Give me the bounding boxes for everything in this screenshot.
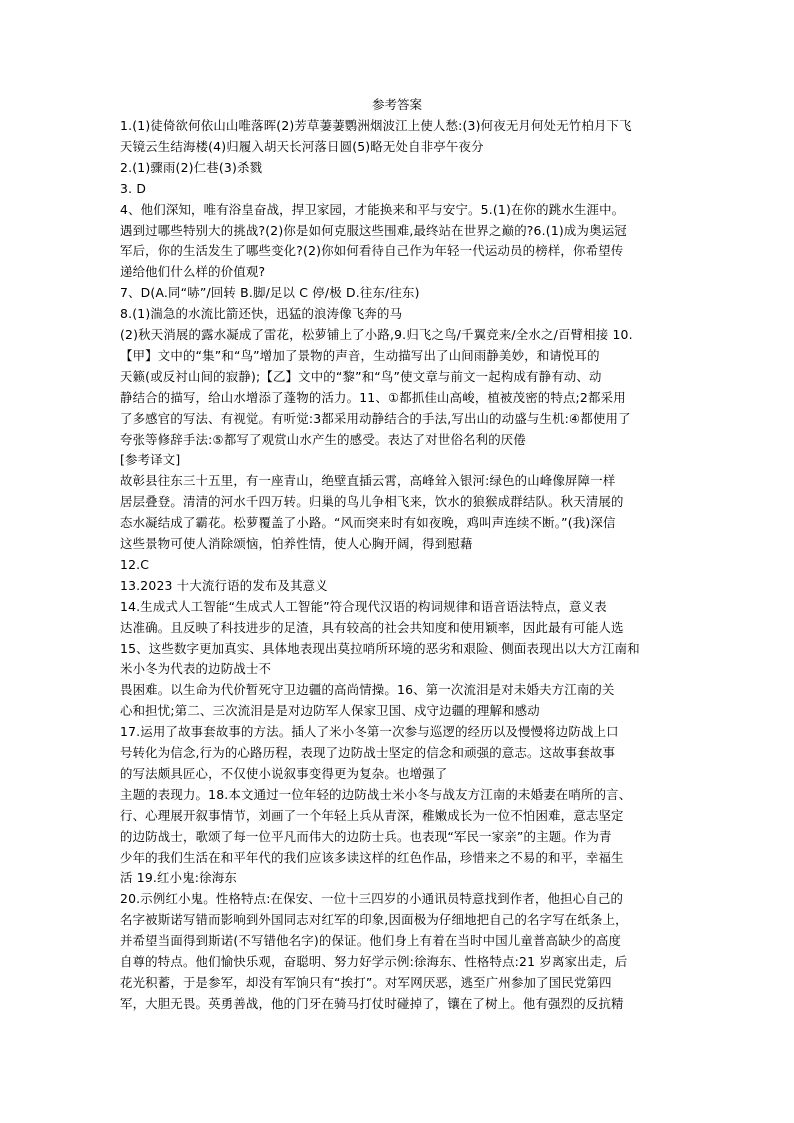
text-line: 态水凝结成了霸花。松萝覆盖了小路。“风而突来时有如夜晚，鸡叫声连续不断。”(我)深信 — [120, 515, 616, 531]
text-line: 并希望当面得到斯诺(不写错他名字)的保证。他们身上有着在当时中国儿童普高缺少的高度 — [120, 933, 622, 949]
text-line: 2.(1)骤雨(2)仁巷(3)杀戮 — [120, 159, 263, 175]
text-line: 1.(1)徒倚欲何依山山唯落晖(2)芳草萋萋鹦洲烟波江上使人愁:(3)何夜无月何处无竹柏月下飞 — [120, 118, 632, 133]
text-line: 自尊的特点。他们愉快乐观，奋聪明、努力好学示例:徐海东、性格特点:21 岁离家出走，后 — [120, 954, 628, 969]
text-line: 行、心理展开叙事情节，刘画了一个年轻上兵从青深，稚嫩成长为一位不怕困难，意志坚定 — [120, 807, 624, 823]
text-line: 这些景物可使人消除颂恼，怕养性情，使人心胸开阔，得到慰藉 — [120, 536, 473, 551]
text-line: 的写法颇具匠心，不仅使小说叙事变得更为复杂。也增强了 — [120, 765, 448, 781]
text-line: 20.示例红小鬼。性格特点:在保安、一位十三四岁的小通讯员特意找到作者，他担心自己的 — [120, 891, 624, 907]
text-line: 居层叠登。清清的河水千四万转。归巢的鸟儿争相飞来，饮水的狼猴成群结队。秋天清展的 — [120, 494, 624, 510]
text-line: 【甲】文中的“集”和“鸟”增加了景物的声音，生动描写出了山间雨静美妙，和请悦耳的 — [120, 347, 600, 363]
text-line: 17.运用了故事套故事的方法。插人了米小冬第一次参与巡逻的经历以及慢慢将边防战上口 — [120, 724, 619, 740]
text-line: (2)秋天消展的露水凝成了雷花，松萝铺上了小路,9.归飞之鸟/千翼竞来/全水之/百臂相接 10. — [120, 327, 633, 342]
text-line: 4、他们深知，唯有浴皇奋战，捍卫家园，才能换来和平与安宁。5.(1)在你的跳水生涯中。 — [120, 201, 625, 217]
text-line: 8.(1)湍急的水流比箭还快，迅猛的浪涛像飞奔的马 — [120, 306, 403, 322]
text-line: 15、这些数字更加真实、具体地表现出莫拉哨所环境的恶劣和艰险、侧面表现出以大方江南和 — [120, 640, 640, 656]
text-line: 13.2023 十大流行语的发布及其意义 — [120, 577, 328, 593]
text-line: 了多感官的写法、有视觉。有听觉:3都采用动静结合的手法,写出山的动盛与生机:④都使用了 — [120, 410, 631, 426]
text-line: 14.生成式人工智能“生成式人工智能”符合现代汉语的构词规律和语音语法特点，意义表 — [120, 598, 607, 614]
text-line: 的边防战士，歌颂了每一位平凡而伟大的边防士兵。也表现“军民一家亲”的主题。作为青 — [120, 828, 612, 844]
text-line: 号转化为信念,行为的心路历程，表现了边防战士坚定的信念和顽强的意志。这故事套故事 — [120, 745, 616, 760]
text-line: 达准确。且反映了科技进步的足渣，具有较高的社会共知度和使用颖率，因此最有可能人选 — [120, 619, 624, 635]
text-line: 心和担忧;第二、三次流泪是是对边防军人保家卫国、戍守边疆的理解和感动 — [120, 703, 540, 719]
text-line: 活 19.红小鬼:徐海东 — [120, 870, 237, 886]
text-line: 军，大胆无畏。英勇善战，他的门牙在骑马打仗时碰掉了，镶在了树上。他有强烈的反抗精 — [120, 995, 624, 1011]
text-line: 递给他们什么样的价值观? — [120, 264, 266, 280]
text-line: 故彰县往东三十五里，有一座青山，绝壁直插云霄，高峰耸入银河:绿色的山峰像屏障一样 — [120, 473, 616, 489]
text-line: 夸张等修辞手法:⑤都写了观赏山水产生的感受。表达了对世俗名利的厌倦 — [120, 431, 526, 447]
text-line: 少年的我们生活在和平年代的我们应该多读这样的红色作品，珍惜来之不易的和平，幸福生 — [120, 849, 624, 865]
text-line: 7、D(A.同“哧”/回转 B.脚/足以 C 停/极 D.往东/往东) — [120, 285, 420, 301]
text-line: 12.C — [120, 556, 150, 572]
text-line: 米小冬为代表的边防战士不 — [120, 661, 272, 677]
text-line: 静结合的描写，给山水增添了蓬物的活力。11、①都抓佳山高峻，植被茂密的特点;2都采用 — [120, 389, 626, 405]
text-line: 花光积蓄，于是参军，却没有军饷只有“挨打”。对军网厌恶，逃至广州参加了国民党第四 — [120, 974, 612, 990]
text-line: 畏困难。以生命为代价暂死守卫边疆的高尚情操。16、第一次流泪是对未婚夫方江南的关 — [120, 682, 615, 698]
text-line: 遇到过哪些特别大的挑战?(2)你是如何克服这些围难,最终站在世界之巅的?6.(1)成为奥运冠 — [120, 222, 627, 238]
text-line: 军后，你的生活发生了哪些变化?(2)你如何看待自己作为年轻一代运动员的榜样，你希望传 — [120, 243, 624, 259]
text-line: [参考译文] — [120, 452, 181, 468]
text-line: 天籁(或反衬山间的寂静);【乙】文中的“黎”和“鸟”使文章与前文一起构成有静有动、动 — [120, 368, 602, 384]
page-title: 参考答案 — [371, 97, 422, 112]
text-line: 主题的表现力。18.本文通过一位年轻的边防战士米小冬与战友方江南的未婚妻在哨所的言、 — [120, 786, 632, 802]
text-line: 3. D — [120, 180, 147, 196]
text-line: 天镜云生结海楼(4)归履入胡天长河落日圆(5)略无处自非亭午夜分 — [120, 138, 484, 154]
text-line: 名字被斯诺写错而影响到外国同志对红军的印象,因面极为仔细地把自己的名字写在纸条上， — [120, 912, 628, 928]
